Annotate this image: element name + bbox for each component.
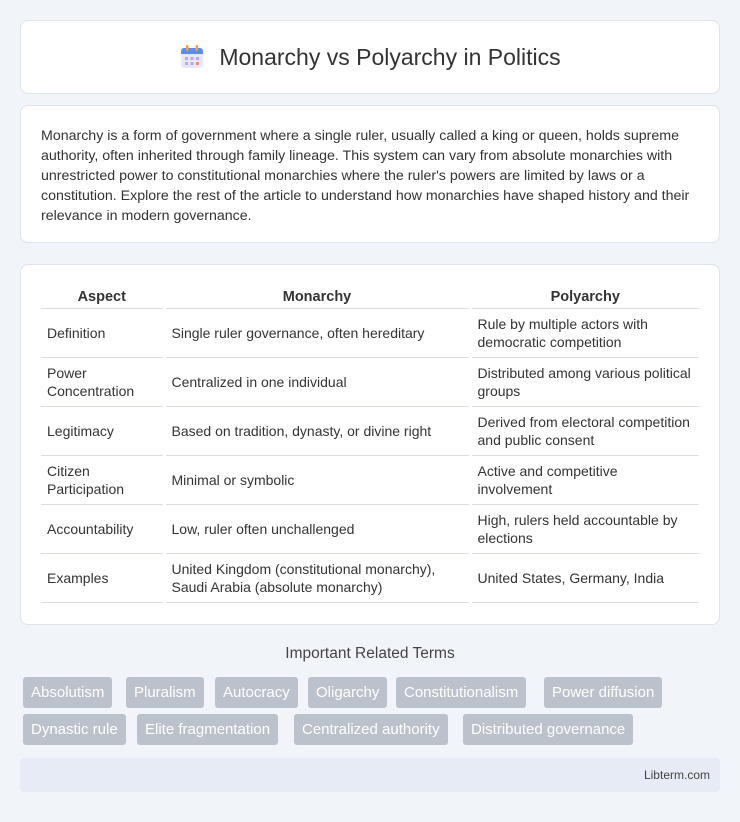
cell-monarchy: Based on tradition, dynasty, or divine right	[164, 406, 470, 455]
table-row	[41, 308, 699, 357]
tag-absolutism[interactable]: Absolutism	[23, 677, 112, 708]
cell-monarchy: Low, ruler often unchallenged	[164, 504, 470, 553]
cell-polyarchy: High, rulers held accountable by elections	[470, 504, 699, 553]
tag-pluralism[interactable]: Pluralism	[126, 677, 204, 708]
intro-card	[20, 105, 720, 243]
header-monarchy: Monarchy	[164, 285, 470, 308]
related-terms-title: Important Related Terms	[285, 645, 455, 662]
table-row	[41, 406, 699, 455]
footer	[20, 758, 720, 792]
table-header-row	[41, 285, 699, 308]
header-polyarchy: Polyarchy	[470, 285, 699, 308]
cell-aspect: Power Concentration	[41, 357, 164, 406]
tag-oligarchy[interactable]: Oligarchy	[308, 677, 387, 708]
page-title: Monarchy vs Polyarchy in Politics	[219, 43, 561, 70]
cell-aspect: Legitimacy	[41, 406, 164, 455]
cell-aspect: Examples	[41, 553, 164, 602]
cell-monarchy: Minimal or symbolic	[164, 455, 470, 504]
tag-power-diffusion[interactable]: Power diffusion	[544, 677, 662, 708]
tag-centralized-authority[interactable]: Centralized authority	[294, 714, 448, 745]
intro-text: Monarchy is a form of government where a single ruler, usually called a king or queen, holds supreme authority, often inherited through family lineage. This system can vary from absolute monarchies with unrestricted power to constitutional monarchies where the ruler's powers are limited by laws or a constitution. Explore the rest of the article to understand how monarchies have shaped history and their relevance in modern governance.	[41, 128, 690, 224]
cell-polyarchy: United States, Germany, India	[470, 553, 699, 602]
cell-polyarchy: Rule by multiple actors with democratic competition	[470, 308, 699, 357]
cell-polyarchy: Derived from electoral competition and public consent	[470, 406, 699, 455]
cell-aspect: Definition	[41, 308, 164, 357]
header-aspect: Aspect	[41, 285, 164, 308]
cell-aspect: Citizen Participation	[41, 455, 164, 504]
tag-elite-fragmentation[interactable]: Elite fragmentation	[137, 714, 278, 745]
cell-aspect: Accountability	[41, 504, 164, 553]
table-row	[41, 455, 699, 504]
comparison-card	[20, 264, 720, 625]
tag-dynastic-rule[interactable]: Dynastic rule	[23, 714, 126, 745]
cell-monarchy: Single ruler governance, often hereditary	[164, 308, 470, 357]
cell-polyarchy: Distributed among various political groups	[470, 357, 699, 406]
calendar-icon	[179, 44, 205, 70]
table-row	[41, 553, 699, 602]
tag-autocracy[interactable]: Autocracy	[215, 677, 298, 708]
cell-monarchy: Centralized in one individual	[164, 357, 470, 406]
tag-distributed-governance[interactable]: Distributed governance	[463, 714, 633, 745]
cell-polyarchy: Active and competitive involvement	[470, 455, 699, 504]
table-row	[41, 504, 699, 553]
cell-monarchy: United Kingdom (constitutional monarchy), Saudi Arabia (absolute monarchy)	[164, 553, 470, 602]
tag-constitutionalism[interactable]: Constitutionalism	[396, 677, 526, 708]
table-row	[41, 357, 699, 406]
footer-site-link[interactable]: Libterm.com	[643, 768, 710, 782]
comparison-table	[41, 285, 699, 603]
title-card	[20, 20, 720, 94]
